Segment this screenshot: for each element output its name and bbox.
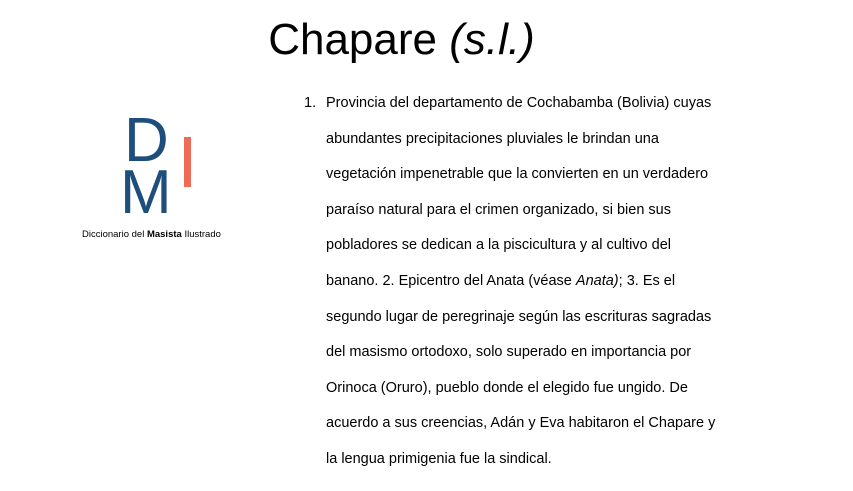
definition-line: segundo lugar de peregrinaje según las escrituras sagradas	[326, 308, 712, 325]
title-qualifier: (s.l.)	[449, 15, 535, 64]
logo-letter-d: D	[124, 106, 169, 175]
title-main: Chapare	[268, 15, 437, 64]
definition-line: banano. 2. Epicentro del Anata (véase Anata); 3. Es el	[326, 272, 676, 289]
definition-line: paraíso natural para el crimen organizado, si bien sus	[326, 201, 671, 218]
definition-text	[304, 86, 721, 478]
logo-caption-pre: Diccionario del	[82, 229, 147, 240]
definition-line: abundantes precipitaciones pluviales le brindan una	[326, 130, 659, 147]
definition-line: 1. Provincia del departamento de Cochabamba (Bolivia) cuyas	[326, 86, 721, 122]
logo-letter-m: M	[120, 158, 172, 227]
entry-number: 1.	[304, 95, 317, 111]
cross-reference: Anata)	[575, 272, 619, 289]
logo-caption-post: Ilustrado	[181, 229, 221, 240]
logo-caption-bold: Masista	[146, 229, 182, 240]
definition-line: vegetación impenetrable que la convierten en un verdadero	[326, 166, 709, 183]
definition-line: la lengua primigenia fue la sindical.	[326, 450, 552, 467]
logo-accent-bar	[184, 137, 191, 187]
page-title	[0, 14, 803, 66]
definition-line: pobladores se dedican a la piscicultura y al cultivo del	[326, 237, 671, 254]
definition-line: del masismo ortodoxo, solo superado en importancia por	[326, 344, 692, 361]
definition-line: acuerdo a sus creencias, Adán y Eva habitaron el Chapare y	[326, 415, 716, 432]
logo-caption	[82, 229, 242, 241]
definition-line: Orinoca (Oruro), pueblo donde el elegido fue ungido. De	[326, 379, 688, 396]
